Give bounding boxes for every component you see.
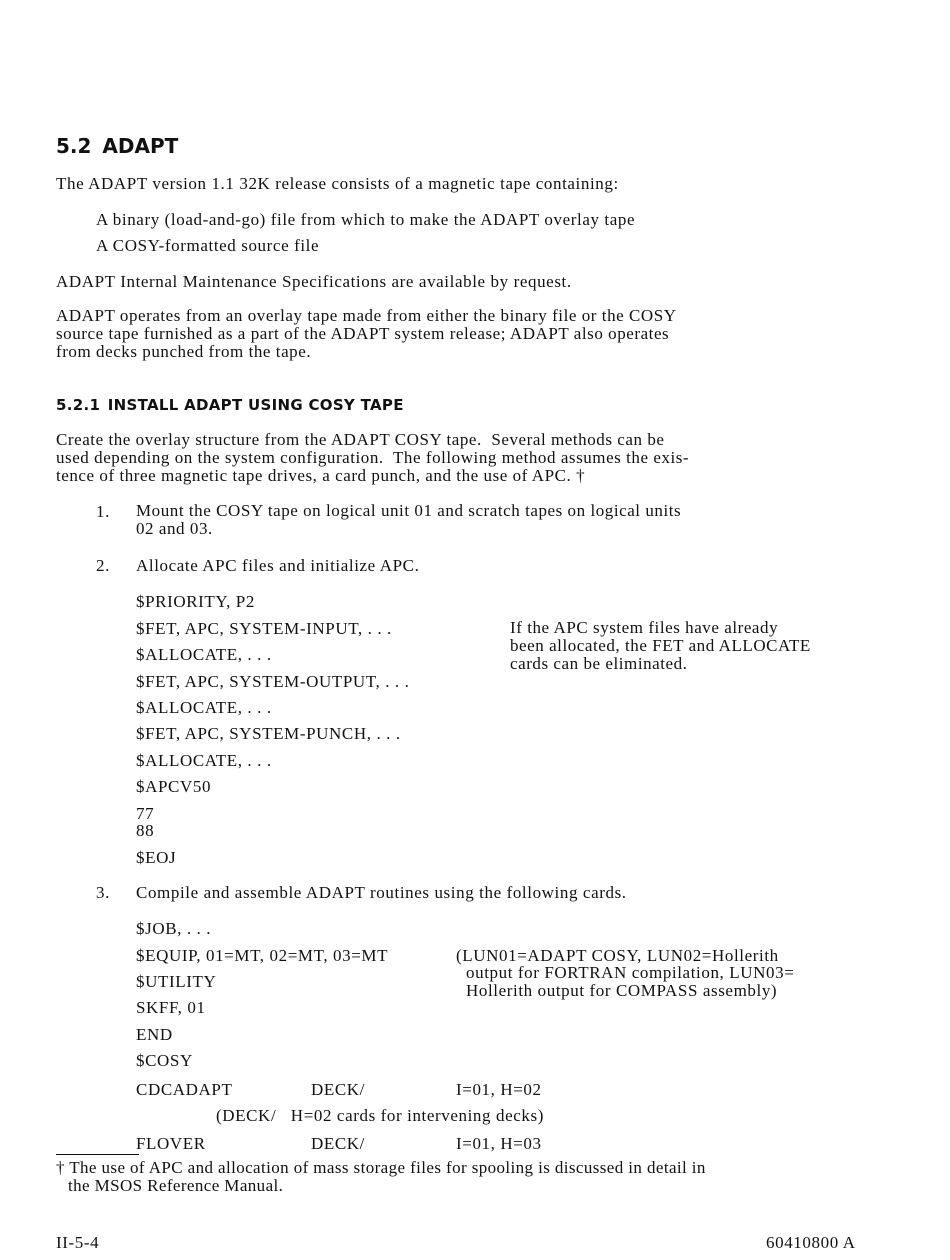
create-line: used depending on the system configuration. The following method assumes the exis- (56, 448, 690, 467)
apc-card: $APCV50 (136, 777, 212, 796)
create-line: tence of three magnetic tape drives, a card punch, and the use of APC. † (56, 466, 586, 485)
compile-card: $COSY (136, 1051, 193, 1070)
document-id: 60410800 A (766, 1233, 856, 1252)
subsection-number: 5.2.1 (56, 396, 101, 414)
step-text: Compile and assemble ADAPT routines using the following cards. (136, 883, 627, 902)
compile-card: END (136, 1025, 173, 1044)
intervening-decks: (DECK/ H=02 cards for intervening decks) (216, 1106, 544, 1125)
apc-note-line: If the APC system files have already (510, 618, 779, 637)
footnote-line: † The use of APC and allocation of mass storage files for spooling is discussed in detail in (56, 1158, 706, 1177)
page-number: II-5-4 (56, 1233, 100, 1252)
compile-note-line: (LUN01=ADAPT COSY, LUN02=Hollerith (456, 946, 779, 965)
apc-card: $FET, APC, SYSTEM-PUNCH, . . . (136, 724, 401, 743)
apc-card: $ALLOCATE, . . . (136, 751, 272, 770)
deck-name: CDCADAPT (136, 1080, 233, 1099)
deck-params: I=01, H=03 (456, 1134, 542, 1153)
compile-card: SKFF, 01 (136, 998, 206, 1017)
deck-keyword: DECK/ (311, 1134, 365, 1153)
subsection-heading (56, 396, 404, 414)
deck-params: I=01, H=02 (456, 1080, 542, 1099)
apc-note-line: been allocated, the FET and ALLOCATE (510, 636, 811, 655)
step-text: Allocate APC files and initialize APC. (136, 556, 420, 575)
deck-name: FLOVER (136, 1134, 206, 1153)
apc-card: $PRIORITY, P2 (136, 592, 255, 611)
footnote-line: the MSOS Reference Manual. (68, 1176, 284, 1195)
compile-note-line: output for FORTRAN compilation, LUN03= (466, 963, 795, 982)
apc-card: 77 (136, 804, 155, 823)
apc-card: $FET, APC, SYSTEM-INPUT, . . . (136, 619, 392, 638)
section-heading (56, 134, 178, 158)
step-number: 1. (96, 502, 110, 521)
compile-card: $JOB, . . . (136, 919, 212, 938)
compile-card: $UTILITY (136, 972, 217, 991)
apc-card: $ALLOCATE, . . . (136, 645, 272, 664)
operates-line: source tape furnished as a part of the ADAPT system release; ADAPT also operates (56, 324, 670, 343)
apc-card: $FET, APC, SYSTEM-OUTPUT, . . . (136, 672, 410, 691)
apc-card: $EOJ (136, 848, 177, 867)
operates-line: ADAPT operates from an overlay tape made from either the binary file or the COSY (56, 306, 677, 325)
footnote-rule (56, 1154, 139, 1155)
apc-card: $ALLOCATE, . . . (136, 698, 272, 717)
apc-note (510, 619, 811, 673)
step-line: Mount the COSY tape on logical unit 01 and scratch tapes on logical units (136, 501, 682, 520)
step-number: 2. (96, 556, 110, 575)
section-number: 5.2 (56, 134, 92, 158)
deck-keyword: DECK/ (311, 1080, 365, 1099)
apc-note-line: cards can be eliminated. (510, 654, 688, 673)
apc-card: 88 (136, 821, 155, 840)
compile-note-line: Hollerith output for COMPASS assembly) (466, 981, 778, 1000)
intro-text: The ADAPT version 1.1 32K release consists of a magnetic tape containing: (56, 174, 619, 193)
contents-item: A COSY-formatted source file (96, 236, 320, 255)
section-title: ADAPT (102, 134, 179, 158)
compile-card: $EQUIP, 01=MT, 02=MT, 03=MT (136, 946, 389, 965)
create-line: Create the overlay structure from the ADAPT COSY tape. Several methods can be (56, 430, 665, 449)
step-number: 3. (96, 883, 110, 902)
step-line: 02 and 03. (136, 519, 213, 538)
create-paragraph (56, 431, 689, 485)
operates-line: from decks punched from the tape. (56, 342, 312, 361)
step-text (136, 502, 681, 538)
maintenance-text: ADAPT Internal Maintenance Specifications are available by request. (56, 272, 572, 291)
subsection-title: INSTALL ADAPT USING COSY TAPE (107, 396, 404, 414)
operates-paragraph (56, 307, 677, 361)
contents-item: A binary (load-and-go) file from which to make the ADAPT overlay tape (96, 210, 636, 229)
